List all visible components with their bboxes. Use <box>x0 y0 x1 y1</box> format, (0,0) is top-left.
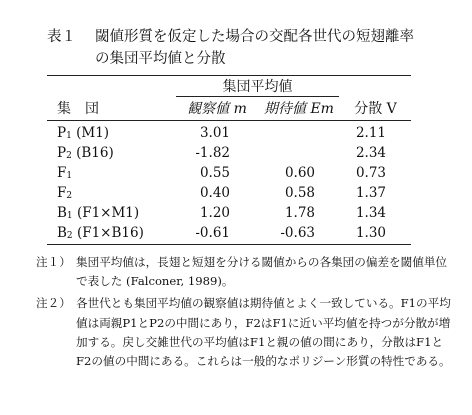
group-letter: B <box>57 205 67 221</box>
group-letter: B <box>57 225 67 241</box>
group-letter: F <box>57 185 67 201</box>
row-5-observed: 1.20 <box>199 205 230 221</box>
row-3-observed: 0.55 <box>199 165 230 181</box>
row-2-group <box>57 144 114 165</box>
column-header-variance: 分散 V <box>354 101 397 117</box>
group-letter: F <box>57 165 67 181</box>
row-5-group <box>57 204 139 225</box>
note-1 <box>36 253 456 291</box>
row-3-expected: 0.60 <box>284 165 315 181</box>
group-subscript: 1 <box>66 131 72 141</box>
group-subscript: 2 <box>66 191 73 201</box>
row-6-observed: -0.61 <box>195 225 230 241</box>
table-notes <box>36 253 456 371</box>
row-3-variance: 0.73 <box>355 165 386 181</box>
row-3-group <box>57 164 72 185</box>
row-1-group <box>57 124 109 145</box>
row-4-expected: 0.58 <box>284 185 315 201</box>
note-2-text: 各世代とも集団平均値の観察値は期待値とよく一致している。F1の平均値は両親P1とP2の中間にあり，F2はF1に近い平均値を持つが分散が増加する。戻し交雑世代の平均値はF1と親の値の間にあり，分散はF1とF2の値の中間にある。これらは一般的なポリジーン形質の特性である。 <box>76 296 451 369</box>
group-letter: P <box>57 125 67 141</box>
row-6-group <box>57 224 144 245</box>
row-6-variance: 1.30 <box>355 225 386 241</box>
row-4-observed: 0.40 <box>199 185 230 201</box>
row-4-group <box>57 184 72 205</box>
group-parent: (M1) <box>71 125 110 141</box>
row-5-expected: 1.78 <box>284 205 315 221</box>
column-header-group: 集 団 <box>57 101 99 117</box>
row-2-variance: 2.34 <box>355 145 386 161</box>
column-header-observed: 観察値 m <box>187 101 247 117</box>
row-5-variance: 1.34 <box>355 205 386 221</box>
group-parent: (F1×B16) <box>72 225 144 241</box>
note-1-tag: 注１） <box>36 255 71 269</box>
group-subscript: 2 <box>66 231 73 241</box>
row-1-observed: 3.01 <box>199 125 230 141</box>
group-subscript: 1 <box>66 171 73 181</box>
caption-line-2: の集団平均値と分散 <box>95 51 226 67</box>
group-letter: P <box>57 145 67 161</box>
caption-line-1: 閾値形質を仮定した場合の交配各世代の短翅離率 <box>95 29 414 45</box>
top-rule <box>47 75 411 76</box>
group-subscript: 1 <box>66 211 73 221</box>
row-2-observed: -1.82 <box>195 145 230 161</box>
group-parent: (B16) <box>71 145 114 161</box>
note-2 <box>36 294 456 371</box>
row-1-variance: 2.11 <box>355 125 386 141</box>
row-4-variance: 1.37 <box>355 185 386 201</box>
group-header-mean: 集団平均値 <box>222 79 293 95</box>
row-6-expected: -0.63 <box>280 225 315 241</box>
note-1-text: 集団平均値は，長翅と短翅を分ける閾値からの各集団の偏差を閾値単位で表した (Falconer, 1989)。 <box>76 255 448 289</box>
table-number: 表１ <box>47 29 76 45</box>
group-subscript: 2 <box>66 151 72 161</box>
header-bottom-rule <box>47 120 411 121</box>
note-2-tag: 注２） <box>36 296 71 311</box>
column-header-expected: 期待値 Em <box>264 101 334 117</box>
group-parent: (F1×M1) <box>72 205 140 221</box>
group-header-rule <box>176 96 339 97</box>
